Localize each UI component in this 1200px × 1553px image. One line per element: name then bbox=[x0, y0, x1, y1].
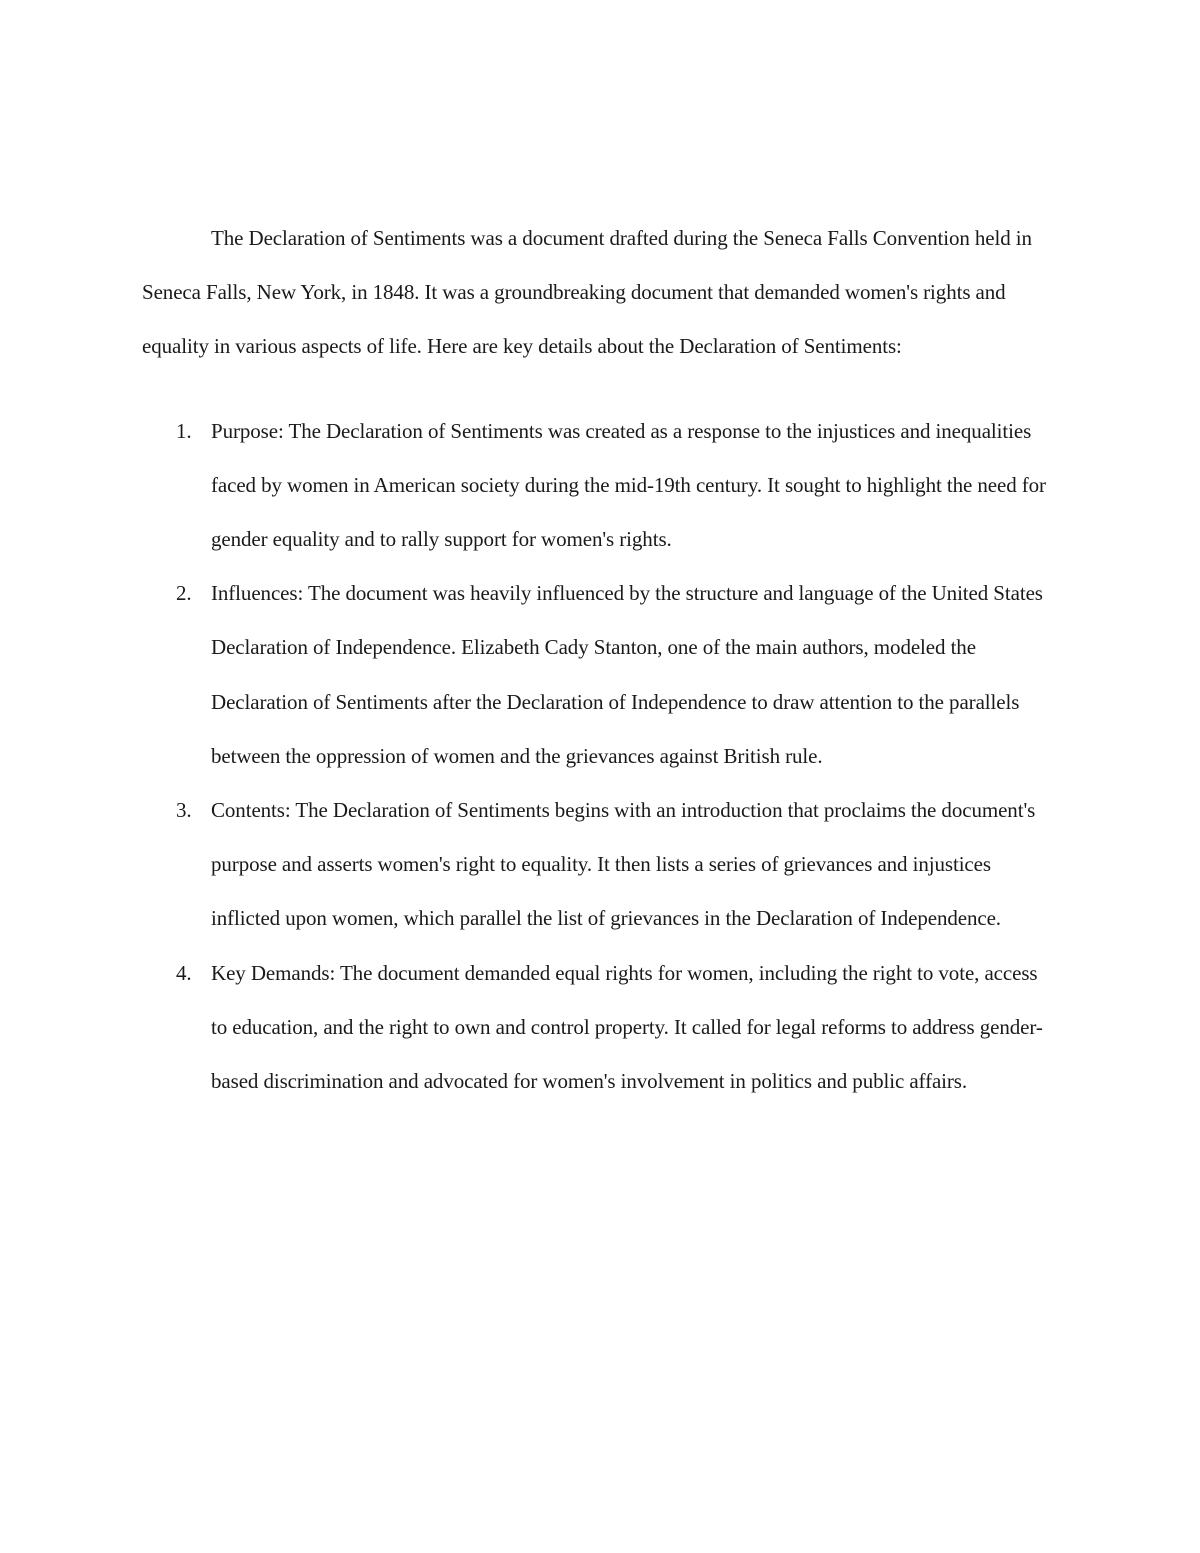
list-item-number: 1. bbox=[176, 418, 192, 443]
list-item-text: Contents: The Declaration of Sentiments begins with an introduction that proclaims the document's purpose and asserts women's right to equality. It then lists a series of grievances and injustices inflicted upon women, which parallel the list of grievances in the Declaration of Independence. bbox=[211, 798, 1036, 931]
list-item-text: Key Demands: The document demanded equal rights for women, including the right to vote, access to education, and the right to own and control property. It called for legal reforms to address gender-based discrimination and advocated for women's involvement in politics and public affairs. bbox=[211, 960, 1043, 1094]
list-item-text: Purpose: The Declaration of Sentiments was created as a response to the injustices and inequalities faced by women in American society during the mid-19th century. It sought to highlight the need for gender equality and to rally support for women's rights. bbox=[211, 418, 1046, 552]
key-details-list bbox=[142, 404, 1052, 1109]
list-item-number: 2. bbox=[176, 581, 192, 606]
list-item bbox=[142, 946, 1052, 1109]
list-item bbox=[142, 566, 1052, 783]
list-item bbox=[142, 783, 1052, 946]
list-item-text: Influences: The document was heavily influenced by the structure and language of the United States Declaration of Independence. Elizabeth Cady Stanton, one of the main authors, modeled the Declaration of Sentiments after the Declaration of Independence to draw attention to the parallels between the oppression of women and the grievances against British rule. bbox=[211, 581, 1043, 768]
intro-paragraph: The Declaration of Sentiments was a document drafted during the Seneca Falls Convention held in Seneca Falls, New York, in 1848. It was a groundbreaking document that demanded women's rights and equality in various aspects of life. Here are key details about the Declaration of Sentiments: bbox=[142, 226, 1032, 359]
list-item-number: 3. bbox=[176, 798, 192, 823]
document-body bbox=[142, 211, 1052, 1108]
list-item-number: 4. bbox=[176, 960, 192, 985]
list-item bbox=[142, 404, 1052, 567]
